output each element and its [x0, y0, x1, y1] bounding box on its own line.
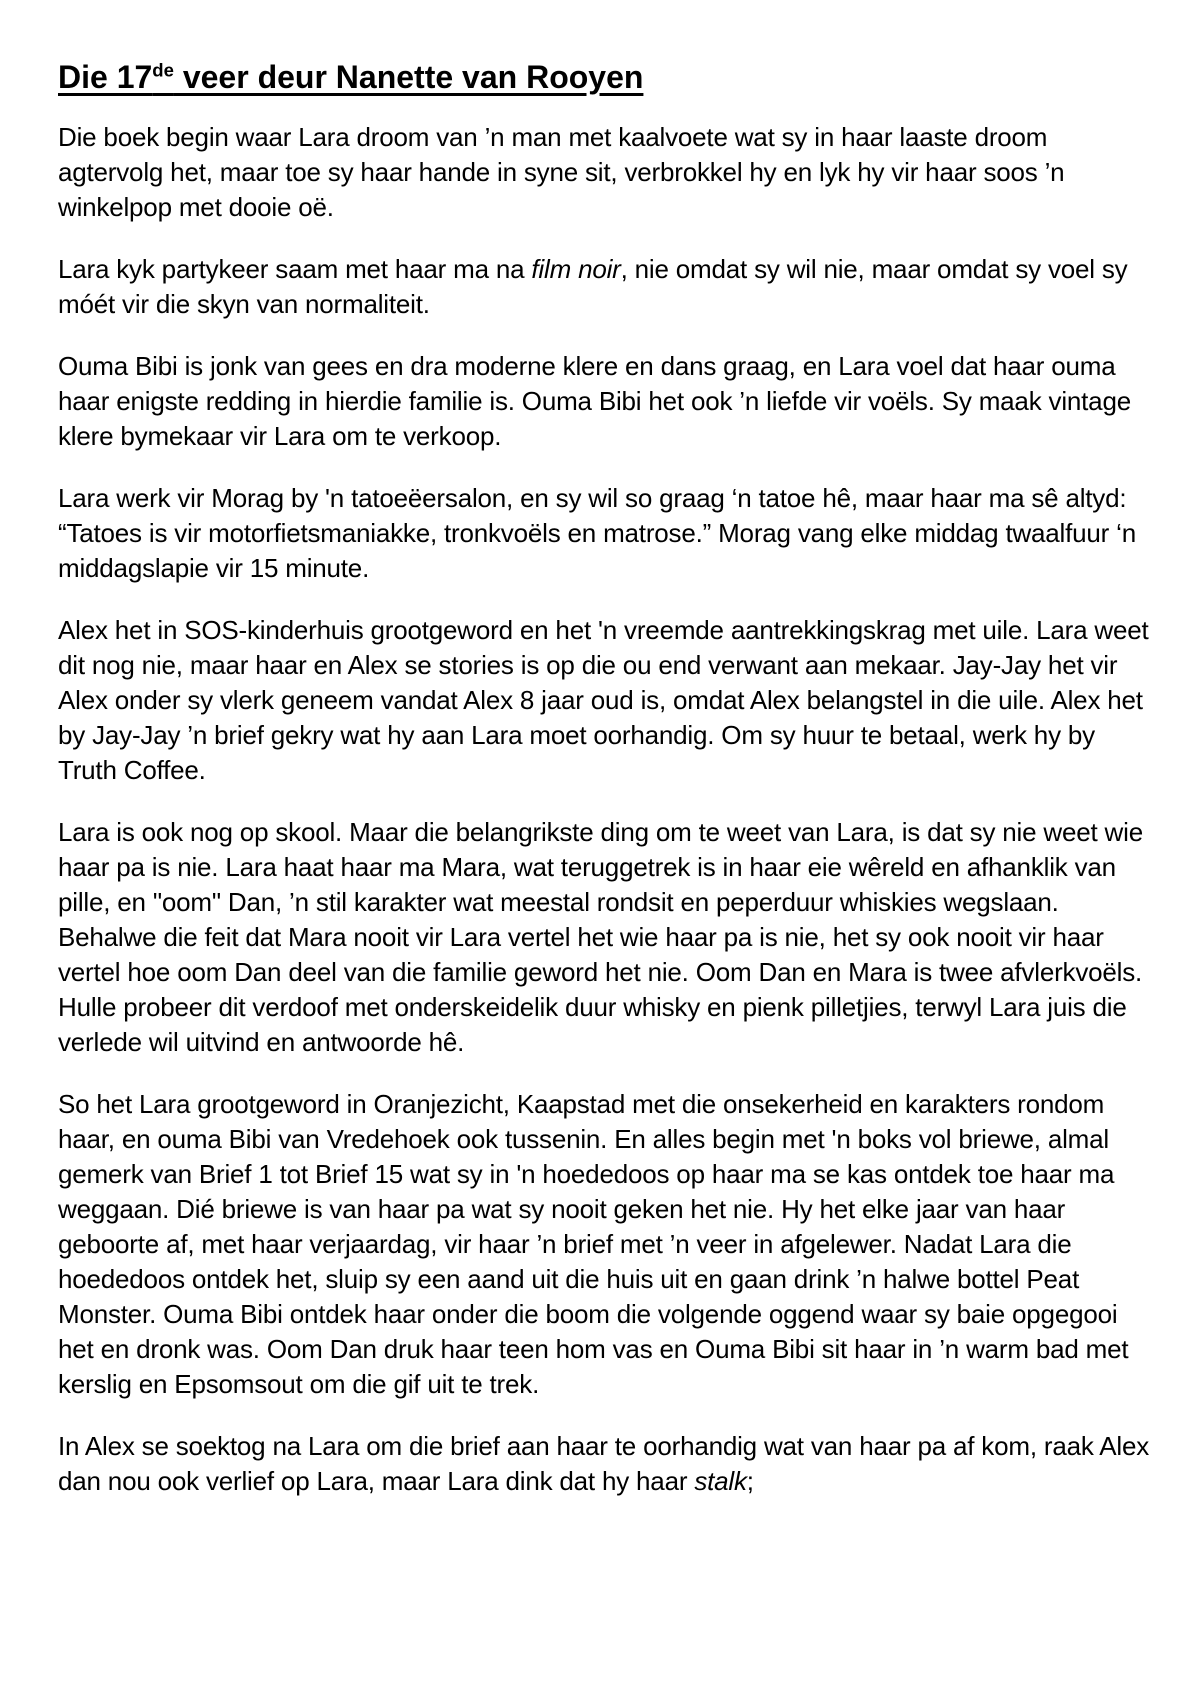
title-superscript: de	[152, 59, 174, 81]
paragraph-8-before: In Alex se soektog na Lara om die brief aan haar te oorhandig wat van haar pa af kom, raak Alex dan nou ook verlief op Lara, maar Lara dink dat hy haar	[58, 1431, 1150, 1497]
title-prefix: Die 17	[58, 59, 153, 95]
paragraph-1: Die boek begin waar Lara droom van ’n man met kaalvoete wat sy in haar laaste droom agtervolg het, maar toe sy haar hande in syne sit, verbrokkel hy en lyk hy vir haar soos ’n winkelpop met dooie oë.	[58, 122, 1065, 223]
paragraph-3: Ouma Bibi is jonk van gees en dra moderne klere en dans graag, en Lara voel dat haar ouma haar enigste redding in hierdie familie is. Ouma Bibi het ook ’n liefde vir voëls. Sy maak vintage klere bymekaar vir Lara om te verkoop.	[58, 351, 1131, 452]
paragraph-2-before: Lara kyk partykeer saam met haar ma na	[58, 254, 532, 285]
paragraph-8	[58, 1429, 1150, 1499]
paragraph-8-after: ;	[746, 1466, 754, 1497]
paragraph-2-after: , nie omdat sy wil nie, maar omdat sy voel sy móét vir die skyn van normaliteit.	[58, 254, 1128, 320]
paragraph-4: Lara werk vir Morag by 'n tatoeëersalon, en sy wil so graag ‘n tatoe hê, maar haar ma sê altyd: “Tatoes is vir motorfietsmaniakke, tronkvoëls en matrose.” Morag vang elke middag twaalfuur ‘n middagslapie vir 15 minute.	[58, 483, 1136, 584]
paragraph-7: So het Lara grootgeword in Oranjezicht, Kaapstad met die onsekerheid en karakters rondom haar, en ouma Bibi van Vredehoek ook tussenin. En alles begin met 'n boks vol briewe, almal gemerk van Brief 1 tot Brief 15 wat sy in 'n hoededoos op haar ma se kas ontdek toe haar ma weggaan. Dié briewe is van haar pa wat sy nooit geken het nie. Hy het elke jaar van haar geboorte af, met haar verjaardag, vir haar ’n brief met ’n veer in afgelewer. Nadat Lara die hoededoos ontdek het, sluip sy een aand uit die huis uit en gaan drink ’n halwe bottel Peat Monster. Ouma Bibi ontdek haar onder die boom die volgende oggend waar sy baie opgegooi het en dronk was. Oom Dan druk haar teen hom vas en Ouma Bibi sit haar in ’n warm bad met kerslig en Epsomsout om die gif uit te trek.	[58, 1089, 1129, 1400]
paragraph-5: Alex het in SOS-kinderhuis grootgeword en het 'n vreemde aantrekkingskrag met uile. Lara weet dit nog nie, maar haar en Alex se stories is op die ou end verwant aan mekaar. Jay-Jay het vir Alex onder sy vlerk geneem vandat Alex 8 jaar oud is, omdat Alex belangstel in die uile. Alex het by Jay-Jay ’n brief gekry wat hy aan Lara moet oorhandig. Om sy huur te betaal, werk hy by Truth Coffee.	[58, 615, 1149, 786]
document-page	[58, 58, 1150, 1526]
paragraph-2	[58, 252, 1150, 322]
paragraph-6: Lara is ook nog op skool. Maar die belangrikste ding om te weet van Lara, is dat sy nie weet wie haar pa is nie. Lara haat haar ma Mara, wat teruggetrek is in haar eie wêreld en afhanklik van pille, en "oom" Dan, ’n stil karakter wat meestal rondsit en peperduur whiskies wegslaan. Behalwe die feit dat Mara nooit vir Lara vertel het wie haar pa is nie, het sy ook nooit vir haar vertel hoe oom Dan deel van die familie geword het nie. Oom Dan en Mara is twee afvlerkvoëls. Hulle probeer dit verdoof met onderskeidelik duur whisky en pienk pilletjies, terwyl Lara juis die verlede wil uitvind en antwoorde hê.	[58, 817, 1143, 1058]
title-suffix: veer deur Nanette van Rooyen	[173, 59, 644, 95]
paragraph-8-italic: stalk	[694, 1466, 747, 1497]
paragraph-2-italic: film noir	[531, 254, 621, 285]
document-title	[58, 58, 1150, 96]
